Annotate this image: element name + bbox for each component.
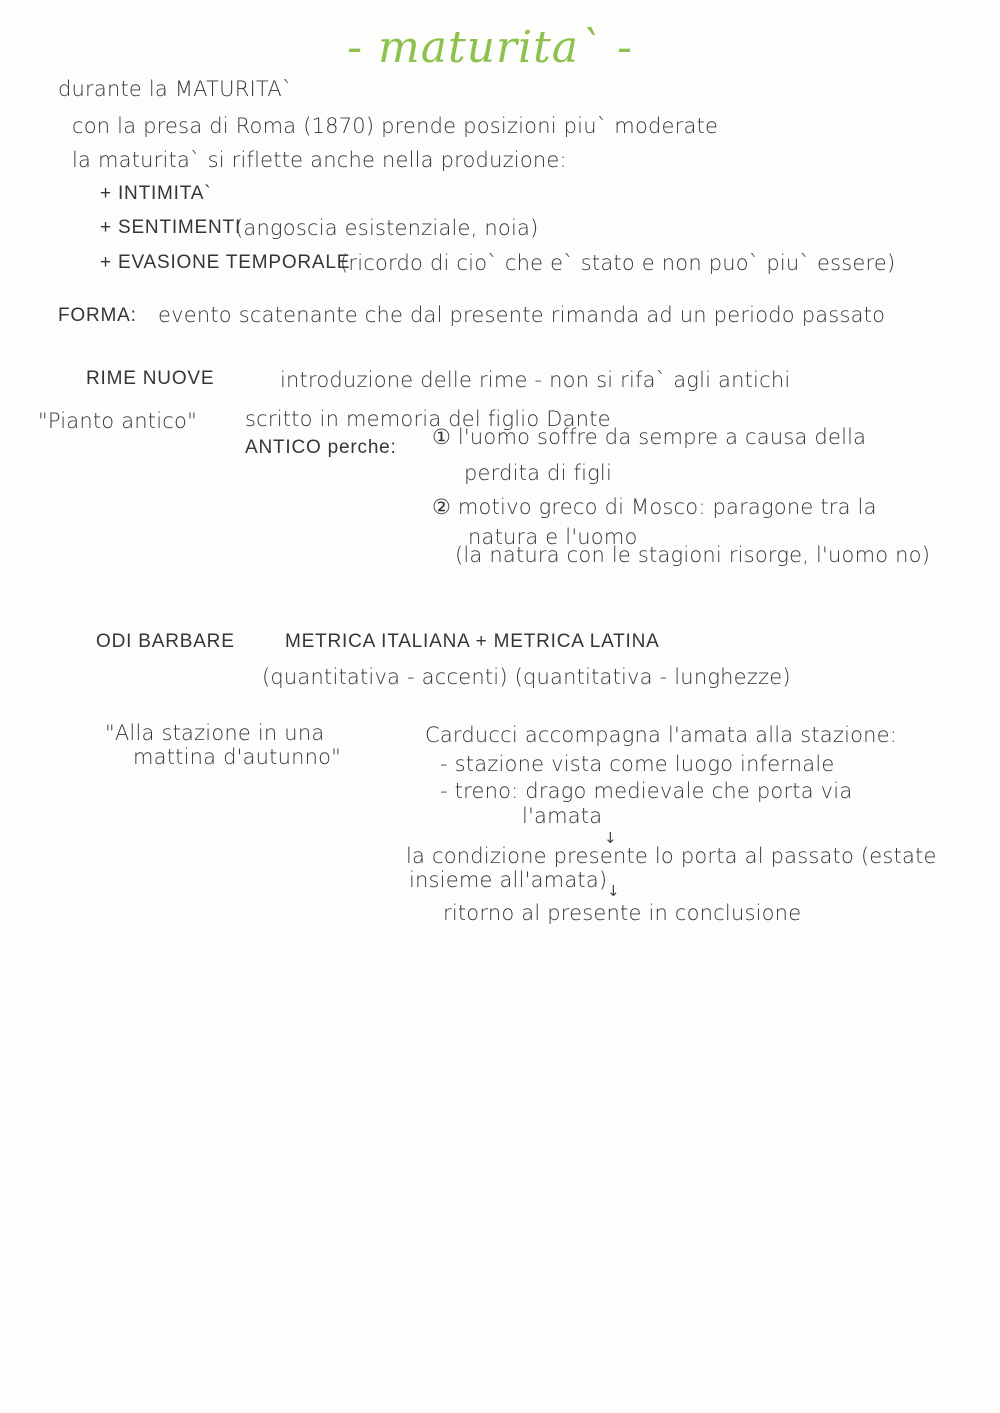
ritorno-line: ritorno al presente in conclusione — [443, 901, 802, 925]
page-title: - maturita` - — [347, 22, 633, 73]
amata-line: l'amata — [522, 804, 603, 828]
arrow-down-icon: ↓ — [607, 882, 620, 900]
evasione-note: (ricordo di cio` che e` stato e non puo` piu` essere) — [340, 251, 896, 275]
rime-nuove-heading: RIME NUOVE — [86, 368, 215, 389]
reason-2: ② motivo greco di Mosco: paragone tra la — [432, 495, 877, 519]
odi-barbare-heading: ODI BARBARE — [96, 631, 235, 652]
condizione-line: la condizione presente lo porta al passato (estate — [406, 844, 937, 868]
forma-label: FORMA: — [58, 305, 137, 326]
condizione-cont: insieme all'amata) — [409, 868, 608, 892]
reason-1: ① l'uomo soffre da sempre a causa della — [432, 425, 867, 449]
treno-line: - treno: drago medievale che porta via — [440, 779, 853, 803]
metrica-line: METRICA ITALIANA + METRICA LATINA — [285, 631, 660, 652]
stazione-line: - stazione vista come luogo infernale — [440, 752, 835, 776]
pianto-antico-title: "Pianto antico" — [38, 409, 197, 433]
metrica-note: (quantitativa - accenti) (quantitativa - lunghezze) — [262, 665, 791, 689]
sentimenti-note: (angoscia esistenziale, noia) — [235, 216, 539, 240]
arrow-down-icon: ↓ — [604, 829, 617, 847]
carducci-line: Carducci accompagna l'amata alla stazione: — [425, 723, 898, 747]
poem-title-line-2: mattina d'autunno" — [133, 745, 342, 769]
roma-line: con la presa di Roma (1870) prende posizioni piu` moderate — [72, 114, 719, 138]
reason-2-cont: natura e l'uomo — [468, 525, 638, 549]
reason-2-note: (la natura con le stagioni risorge, l'uomo no) — [455, 543, 931, 567]
reason-1-cont: perdita di figli — [464, 461, 612, 485]
intro-line: durante la MATURITA` — [58, 77, 293, 101]
evasione-item: + EVASIONE TEMPORALE — [100, 252, 351, 273]
poem-title-line-1: "Alla stazione in una — [105, 721, 325, 745]
intimita-item: + INTIMITA` — [100, 183, 212, 204]
forma-text: evento scatenante che dal presente rimanda ad un periodo passato — [158, 303, 886, 327]
sentimenti-item: + SENTIMENTI — [100, 217, 242, 238]
produzione-line: la maturita` si riflette anche nella produzione: — [72, 148, 567, 172]
rime-nuove-text: introduzione delle rime - non si rifa` agli antichi — [280, 368, 791, 392]
pianto-antico-text: scritto in memoria del figlio Dante — [245, 407, 611, 431]
antico-perche-label: ANTICO perche: — [245, 437, 397, 458]
